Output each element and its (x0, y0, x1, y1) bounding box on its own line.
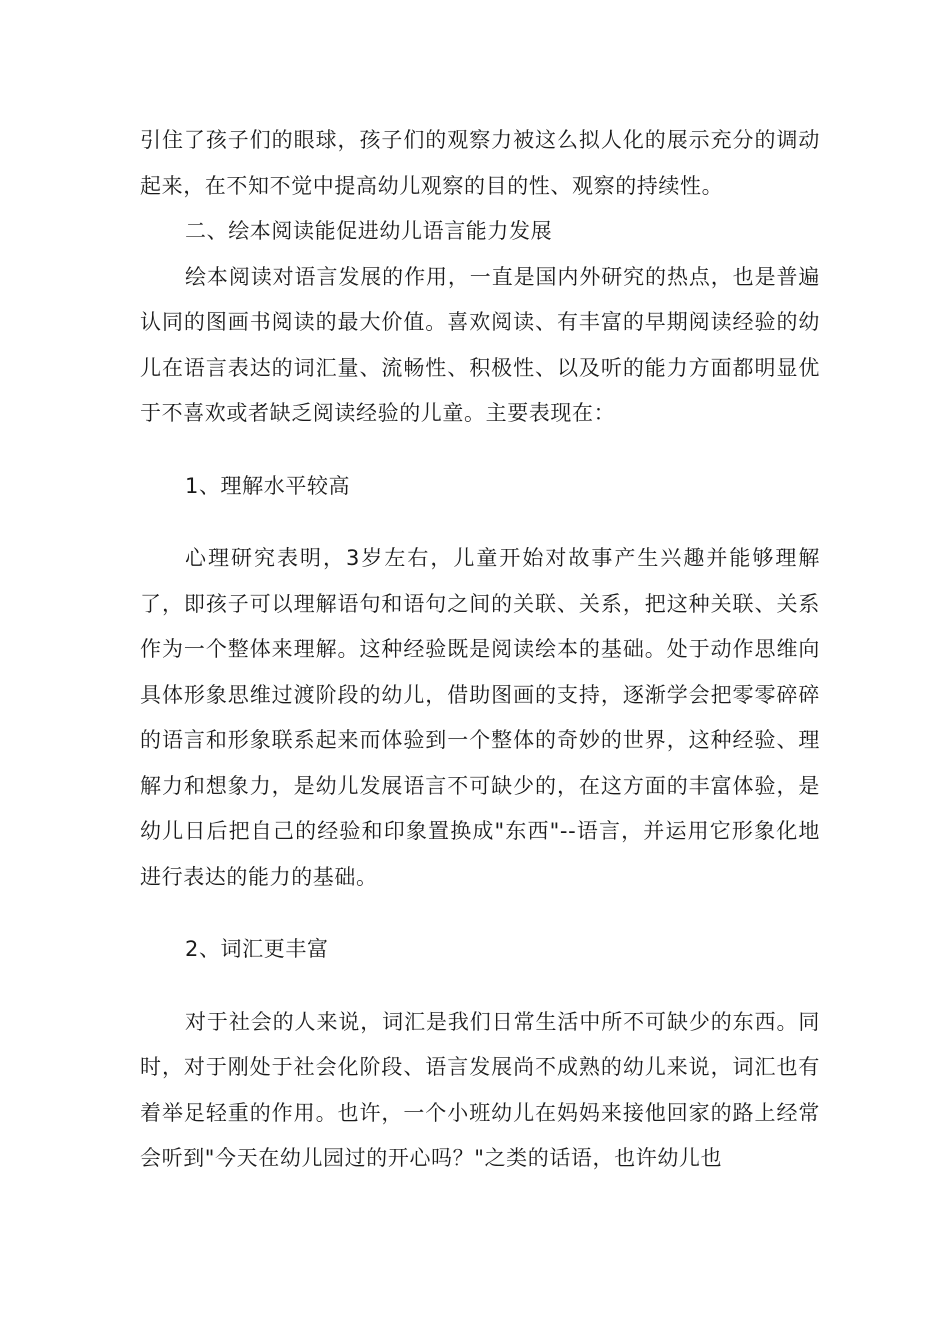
paragraph-comprehension: 心理研究表明，3岁左右，儿童开始对故事产生兴趣并能够理解了，即孩子可以理解语句和语句之间的关联、关系，把这种关联、关系作为一个整体来理解。这种经验既是阅读绘本的基础。处于动作思维向具体形象思维过渡阶段的幼儿，借助图画的支持，逐渐学会把零零碎碎的语言和形象联系起来而体验到一个整体的奇妙的世界，这种经验、理解力和想象力，是幼儿发展语言不可缺少的，在这方面的丰富体验，是幼儿日后把自己的经验和印象置换成"东西"--语言，并运用它形象化地进行表达的能力的基础。 (140, 546, 820, 889)
paragraph-vocabulary: 对于社会的人来说，词汇是我们日常生活中所不可缺少的东西。同时，对于刚处于社会化阶段、语言发展尚不成熟的幼儿来说，词汇也有着举足轻重的作用。也许，一个小班幼儿在妈妈来接他回家的路上经常会听到"今天在幼儿园过的开心吗？"之类的话语，也许幼儿也 (140, 1009, 820, 1170)
document-body (140, 118, 820, 1182)
paragraph-section-intro: 绘本阅读对语言发展的作用，一直是国内外研究的热点，也是普遍认同的图画书阅读的最大价值。喜欢阅读、有丰富的早期阅读经验的幼儿在语言表达的词汇量、流畅性、积极性、以及听的能力方面都明显优于不喜欢或者缺乏阅读经验的儿童。主要表现在： (140, 264, 820, 425)
paragraph-continuation: 引住了孩子们的眼球，孩子们的观察力被这么拟人化的展示充分的调动起来，在不知不觉中提高幼儿观察的目的性、观察的持续性。 (140, 128, 820, 198)
section-heading: 二、绘本阅读能促进幼儿语言能力发展 (185, 219, 553, 243)
subheading-vocabulary: 2、词汇更丰富 (185, 937, 329, 961)
subheading-comprehension: 1、理解水平较高 (185, 473, 351, 498)
